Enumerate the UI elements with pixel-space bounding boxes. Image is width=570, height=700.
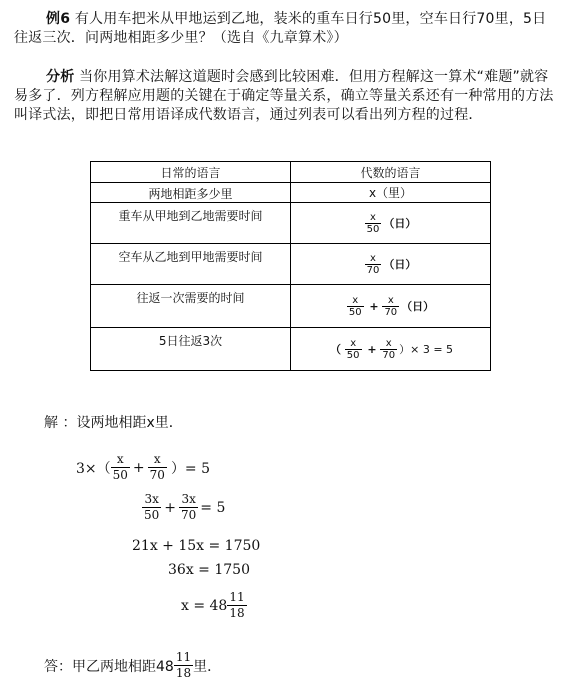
fraction: $\frac{11}{18}$ [229, 590, 245, 620]
example-paragraph [14, 10, 558, 48]
header-algebra: 代数的语言 [291, 162, 491, 183]
row-algebra: （ $\frac{x}{50}$ + $\frac{x}{70}$ ）× 3 = 5 [291, 328, 491, 371]
equation-1: 3×（ $\frac{x}{50}$ + $\frac{x}{70}$ ）= 5 [76, 452, 211, 482]
fraction: $\frac{x}{70}$ [149, 452, 165, 482]
row-everyday: 往返一次需要的时间 [91, 285, 291, 328]
row-everyday: 空车从乙地到甲地需要时间 [91, 244, 291, 285]
fraction: $\frac{x}{50}$ [346, 337, 360, 361]
row-algebra: $\frac{x}{50}$ （日） [291, 203, 491, 244]
analysis-text: 当你用算术法解这道题时会感到比较困难．但用方程解这一算术“难题”就容易多了．列方程解应用题的关键在于确定等量关系，确立等量关系还有一种常用的方法叫译式法，即把日常用语译成代数语言，通过列表可以看出列方程的过程． [14, 69, 554, 123]
row-everyday: 5日往返3次 [91, 328, 291, 371]
table-row [91, 203, 491, 244]
header-everyday: 日常的语言 [91, 162, 291, 183]
analysis-paragraph [14, 68, 558, 125]
fraction: $\frac{11}{18}$ [175, 650, 192, 680]
fraction: $\frac{x}{50}$ [348, 294, 362, 318]
fraction: $\frac{3x}{50}$ [144, 492, 160, 522]
fraction: $\frac{x}{70}$ [366, 252, 380, 276]
table-row [91, 244, 491, 285]
answer-line: 答：甲乙两地相距48 $\frac{11}{18}$ 里． [44, 650, 222, 680]
table-row [91, 183, 491, 203]
equation-4: 36x = 1750 [168, 562, 250, 578]
table-header-row [91, 162, 491, 183]
equation-3: 21x + 15x = 1750 [132, 538, 261, 554]
equation-5: x = 48 $\frac{11}{18}$ [181, 590, 245, 620]
fraction: $\frac{x}{50}$ [112, 452, 128, 482]
row-algebra: $\frac{x}{50}$ + $\frac{x}{70}$ （日） [291, 285, 491, 328]
fraction: $\frac{3x}{70}$ [181, 492, 197, 522]
translation-table [90, 161, 491, 371]
fraction: $\frac{x}{70}$ [382, 337, 396, 361]
fraction: $\frac{x}{70}$ [384, 294, 398, 318]
equation-2: $\frac{3x}{50}$ + $\frac{3x}{70}$ = 5 [144, 492, 226, 522]
table-row [91, 328, 491, 371]
example-text: 有人用车把米从甲地运到乙地，装米的重车日行50里，空车日行70里，5日往返三次．问两地相距多少里？（选自《九章算术》） [14, 11, 547, 46]
example-label: 例6 [46, 11, 71, 27]
row-algebra: $\frac{x}{70}$ （日） [291, 244, 491, 285]
solution-intro: 解 ：设两地相距x里． [44, 415, 183, 431]
row-everyday: 重车从甲地到乙地需要时间 [91, 203, 291, 244]
row-algebra: x（里） [291, 183, 491, 203]
fraction: $\frac{x}{50}$ [366, 211, 380, 235]
row-everyday: 两地相距多少里 [91, 183, 291, 203]
table-row [91, 285, 491, 328]
analysis-label: 分析 [46, 69, 75, 85]
